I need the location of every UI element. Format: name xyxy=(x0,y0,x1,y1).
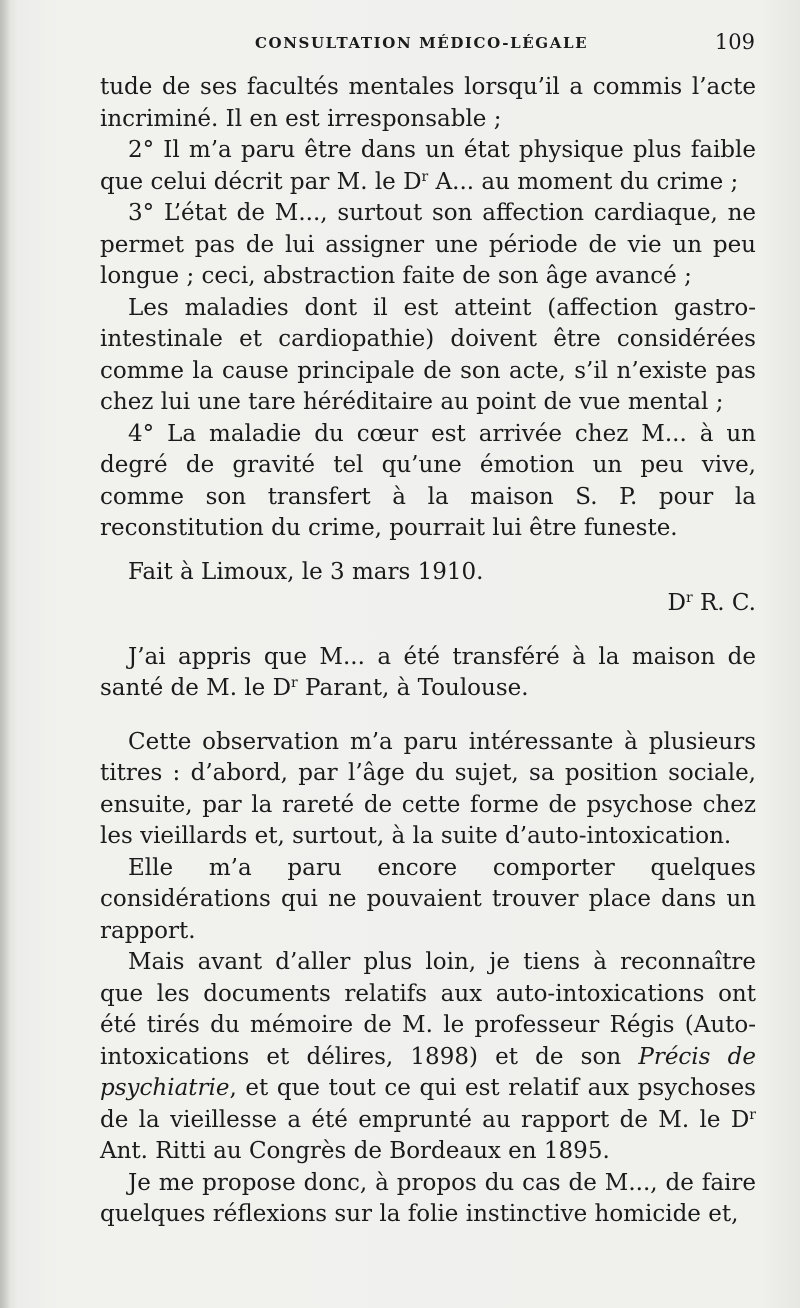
sources-text-end: Ant. Ritti au Congrès de Bordeaux en 1895. xyxy=(100,1138,610,1164)
spacer xyxy=(100,705,756,727)
page-body xyxy=(100,72,756,1231)
spacer xyxy=(100,545,756,557)
superscript: r xyxy=(291,675,298,691)
spacer xyxy=(100,620,756,642)
paragraph-point-3: 3° L’état de M..., surtout son affection cardiaque, ne permet pas de lui assigner une période de vie un peu longue ; ceci, abstraction faite de son âge avancé ; xyxy=(100,200,756,289)
transfer-text-end: Parant, à Toulouse. xyxy=(297,675,529,701)
paragraph-maladies: Les maladies dont il est atteint (affection gastro-intestinale et cardiopathie) doivent être considérées comme la cause principale de son acte, s’il n’existe pas chez lui une tare héréditaire au point de vue mental ; xyxy=(100,294,756,415)
gutter-shadow xyxy=(0,0,10,1308)
sources-text-middle: , et que tout ce qui est relatif aux psychoses de la vieillesse a été emprunté au rapport de M. le D xyxy=(100,1075,756,1133)
sources-text: Mais avant d’aller plus loin, je tiens à reconnaître que les documents relatifs aux auto-intoxications ont été tirés du mémoire de M. le professeur Régis (Auto-intoxications et délires, 1898) et de son xyxy=(100,949,756,1070)
point-2-text: 2° Il m’a paru être dans un état physique plus faible que celui décrit par M. le D xyxy=(100,137,756,195)
paragraph-observation: Cette observation m’a paru intéressante à plusieurs titres : d’abord, par l’âge du sujet, sa position sociale, ensuite, par la rareté de cette forme de psychose chez les vieillards et, surtout, à la suite d’auto-intoxication. xyxy=(100,728,756,849)
signature-initials: R. C. xyxy=(692,590,756,616)
paragraph-point-2 xyxy=(100,135,756,198)
transfer-text: J’ai appris que M... a été transféré à la maison de santé de M. le D xyxy=(100,643,756,701)
book-title: Précis de psychiatrie xyxy=(100,1043,756,1101)
signature-title: D xyxy=(667,590,686,616)
signature xyxy=(100,588,756,620)
page-number: 109 xyxy=(714,30,755,54)
paragraph-considerations: Elle m’a paru encore comporter quelques considérations qui ne pouvaient trouver place dans un rapport. xyxy=(100,854,756,944)
paragraph-proposal: Je me propose donc, à propos du cas de M..., de faire quelques réflexions sur la folie instinctive homicide et, xyxy=(100,1169,756,1227)
superscript: r xyxy=(685,590,693,606)
superscript: r xyxy=(749,1106,756,1123)
paragraph-continuation: tude de ses facultés mentales lorsqu’il a commis l’acte incriminé. Il en est irresponsable ; xyxy=(100,74,756,132)
page-header xyxy=(100,30,755,60)
paragraph-point-4: 4° La maladie du cœur est arrivée chez M... à un degré de gravité tel qu’une émotion un peu vive, comme son transfert à la maison S. P. pour la reconstitution du crime, pourrait lui être funeste. xyxy=(100,420,756,541)
point-2-text-end: A... au moment du crime ; xyxy=(428,168,739,195)
running-head: CONSULTATION MÉDICO-LÉGALE xyxy=(255,34,589,52)
superscript: r xyxy=(421,168,429,185)
paragraph-sources xyxy=(100,947,756,1168)
paragraph-transfer xyxy=(100,642,756,705)
dateline: Fait à Limoux, le 3 mars 1910. xyxy=(128,558,484,585)
